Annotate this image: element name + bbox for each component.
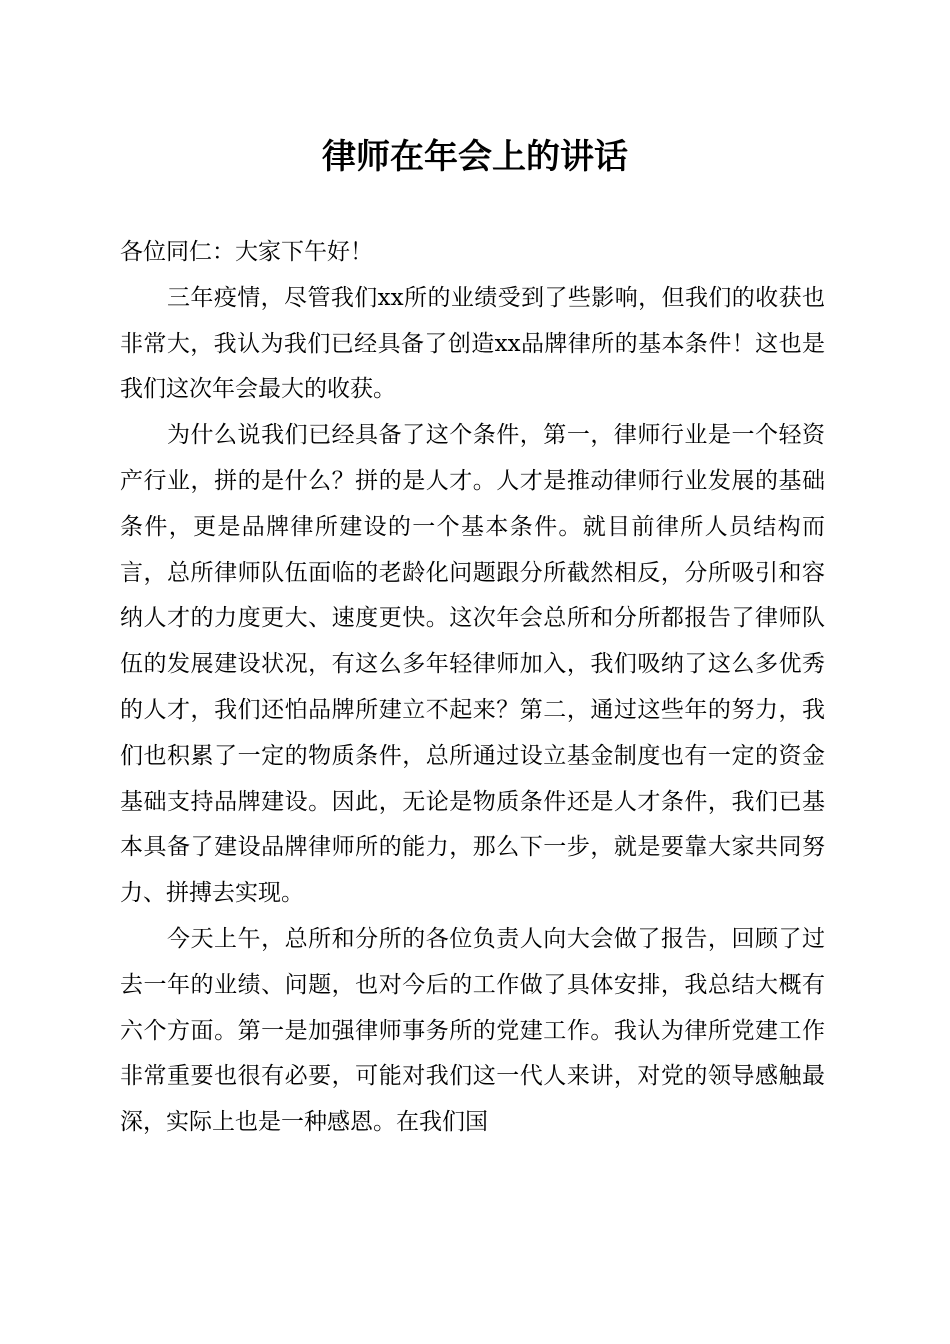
paragraph-1: 三年疫情，尽管我们xx所的业绩受到了些影响，但我们的收获也非常大，我认为我们已经具备了创造xx品牌律所的基本条件！这也是我们这次年会最大的收获。 xyxy=(120,284,825,403)
document-title: 律师在年会上的讲话 xyxy=(322,137,628,177)
greeting-line: 各位同仁：大家下午好！ xyxy=(120,239,373,265)
paragraph-2: 为什么说我们已经具备了这个条件，第一，律师行业是一个轻资产行业，拼的是什么？拼的是人才。人才是推动律师行业发展的基础条件，更是品牌律所建设的一个基本条件。就目前律所人员结构而言，总所律师队伍面临的老龄化问题跟分所截然相反，分所吸引和容纳人才的力度更大、速度更快。这次年会总所和分所都报告了律师队伍的发展建设状况，有这么多年轻律师加入，我们吸纳了这么多优秀的人才，我们还怕品牌所建立不起来？第二，通过这些年的努力，我们也积累了一定的物质条件，总所通过设立基金制度也有一定的资金基础支持品牌建设。因此，无论是物质条件还是人才条件，我们已基本具备了建设品牌律师所的能力，那么下一步，就是要靠大家共同努力、拼搏去实现。 xyxy=(120,422,825,907)
paragraph-3: 今天上午，总所和分所的各位负责人向大会做了报告，回顾了过去一年的业绩、问题，也对今后的工作做了具体安排，我总结大概有六个方面。第一是加强律师事务所的党建工作。我认为律所党建工作非常重要也很有必要，可能对我们这一代人来讲，对党的领导感触最深，实际上也是一种感恩。在我们国 xyxy=(120,925,825,1136)
document-body xyxy=(120,230,825,1146)
